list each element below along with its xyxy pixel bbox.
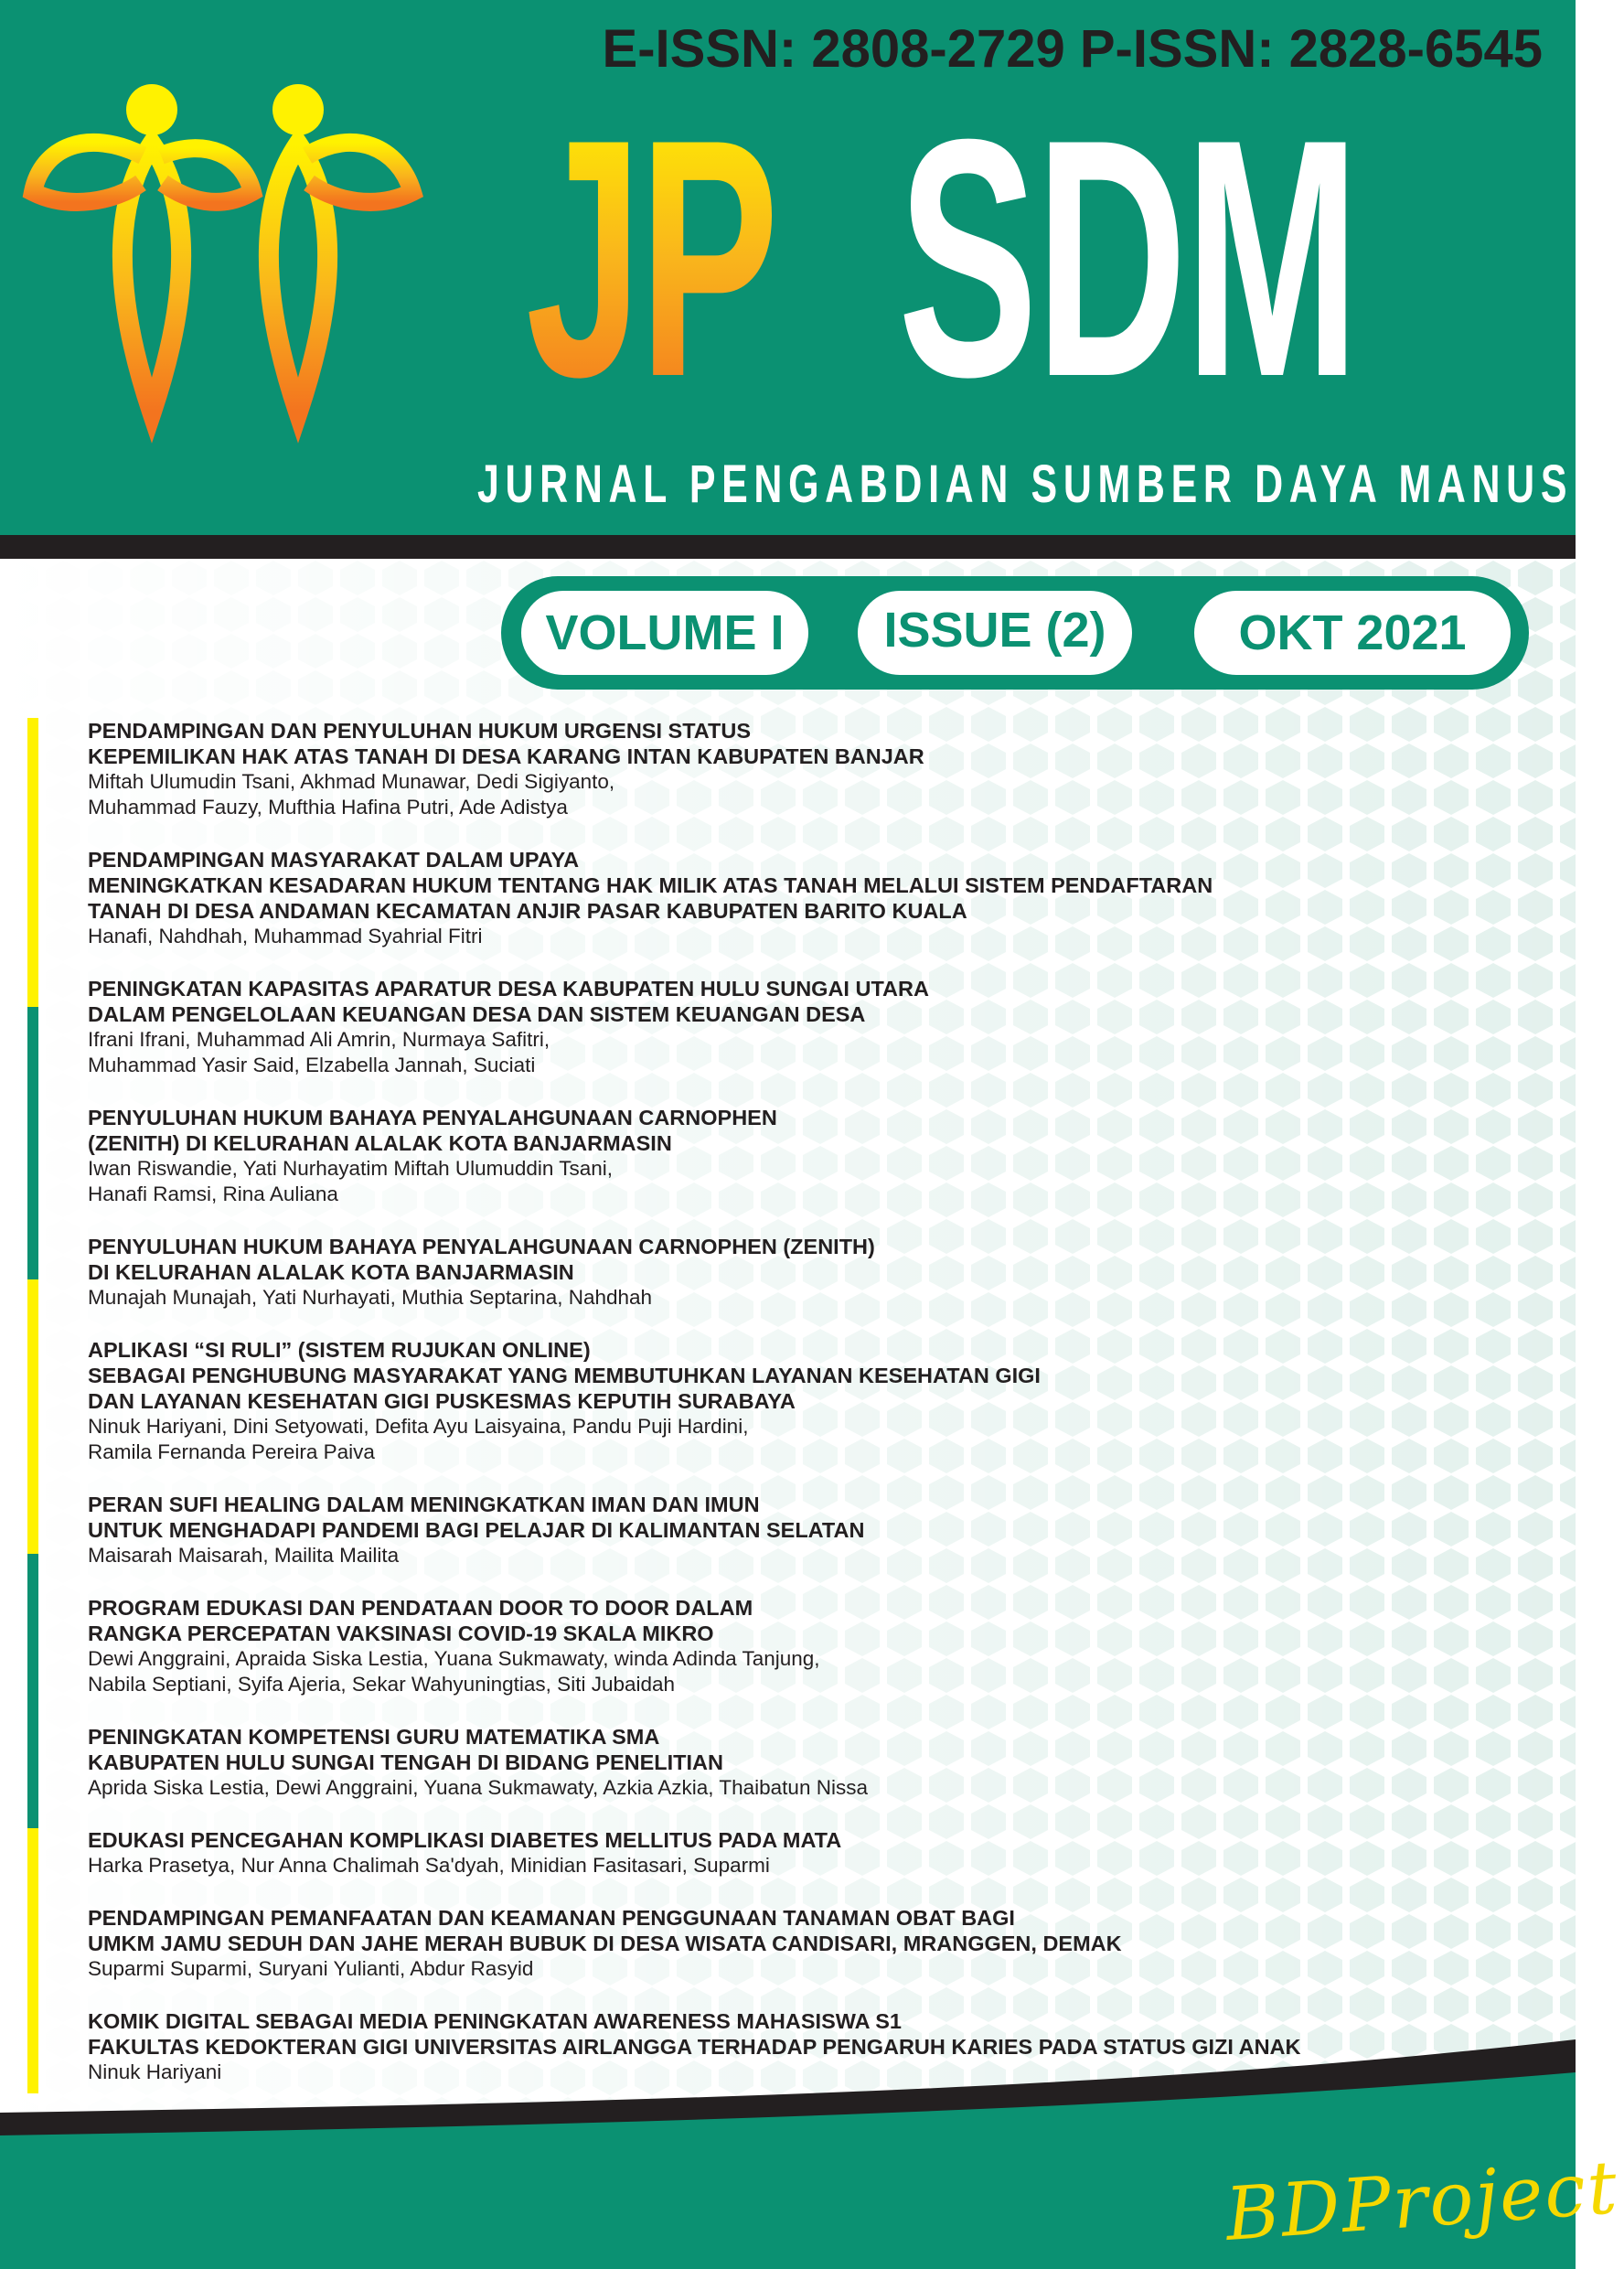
left-stripe-green-1 <box>27 1007 38 1279</box>
list-item[interactable] <box>88 976 1514 1078</box>
article-authors: Aprida Siska Lestia, Dewi Anggraini, Yuana Sukmawaty, Azkia Azkia, Thaibatun Nissa <box>88 1776 868 1799</box>
article-authors: Ifrani Ifrani, Muhammad Ali Amrin, Nurmaya Safitri, Muhammad Yasir Said, Elzabella Jannah, Suciati <box>88 1028 550 1076</box>
list-item[interactable] <box>88 1827 1514 1878</box>
article-authors: Hanafi, Nahdhah, Muhammad Syahrial Fitri <box>88 925 483 947</box>
article-title: PENINGKATAN KOMPETENSI GURU MATEMATIKA SMA KABUPATEN HULU SUNGAI TENGAH DI BIDANG PENELITIAN <box>88 1725 723 1774</box>
list-item[interactable] <box>88 1595 1514 1697</box>
article-authors: Maisarah Maisarah, Mailita Mailita <box>88 1544 400 1567</box>
issn-text: E-ISSN: 2808-2729 P-ISSN: 2828-6545 <box>602 19 1543 79</box>
article-title: PENDAMPINGAN DAN PENYULUHAN HUKUM URGENSI STATUS KEPEMILIKAN HAK ATAS TANAH DI DESA KARANG INTAN KABUPATEN BANJAR <box>88 719 924 768</box>
volume-pill: VOLUME I <box>521 591 808 675</box>
article-title: PENDAMPINGAN MASYARAKAT DALAM UPAYA MENINGKATKAN KESADARAN HUKUM TENTANG HAK MILIK ATAS TANAH MELALUI SISTEM PENDAFTARAN TANAH DI DESA ANDAMAN KECAMATAN ANJIR PASAR KABUPATEN BARITO KUALA <box>88 848 1213 923</box>
article-authors: Harka Prasetya, Nur Anna Chalimah Sa'dyah, Minidian Fasitasari, Suparmi <box>88 1854 770 1877</box>
article-title: EDUKASI PENCEGAHAN KOMPLIKASI DIABETES MELLITUS PADA MATA <box>88 1828 842 1852</box>
list-item[interactable] <box>88 847 1514 949</box>
designer-signature: BDProject <box>1223 2145 1621 2257</box>
article-authors: Suparmi Suparmi, Suryani Yulianti, Abdur Rasyid <box>88 1957 534 1980</box>
left-stripe-yellow-1 <box>27 718 38 1007</box>
list-item[interactable] <box>88 1105 1514 1207</box>
article-title: PERAN SUFI HEALING DALAM MENINGKATKAN IMAN DAN IMUN UNTUK MENGHADAPI PANDEMI BAGI PELAJAR DI KALIMANTAN SELATAN <box>88 1493 865 1542</box>
date-pill: OKT 2021 <box>1194 591 1511 675</box>
article-title: PROGRAM EDUKASI DAN PENDATAAN DOOR TO DOOR DALAM RANGKA PERCEPATAN VAKSINASI COVID-19 SKALA MIKRO <box>88 1596 753 1645</box>
list-item[interactable] <box>88 1724 1514 1801</box>
article-authors: Ninuk Hariyani <box>88 2060 222 2083</box>
article-authors: Dewi Anggraini, Apraida Siska Lestia, Yuana Sukmawaty, winda Adinda Tanjung, Nabila Septiani, Syifa Ajeria, Sekar Wahyuningtias, Siti Jubaidah <box>88 1647 820 1696</box>
article-authors: Miftah Ulumudin Tsani, Akhmad Munawar, Dedi Sigiyanto, Muhammad Fauzy, Mufthia Hafina Putri, Ade Adistya <box>88 770 615 819</box>
logo-sdm: SDM <box>898 70 1358 447</box>
logo-jp: JP <box>526 70 776 447</box>
left-stripe-green-2 <box>27 1554 38 1828</box>
list-item[interactable] <box>88 1337 1514 1465</box>
issue-pill: ISSUE (2) <box>858 591 1132 675</box>
article-title: APLIKASI “SI RULI” (SISTEM RUJUKAN ONLINE) SEBAGAI PENGHUBUNG MASYARAKAT YANG MEMBUTUHKAN LAYANAN KESEHATAN GIGI DAN LAYANAN KESEHATAN GIGI PUSKESMAS KEPUTIH SURABAYA <box>88 1338 1041 1413</box>
article-title: PENYULUHAN HUKUM BAHAYA PENYALAHGUNAAN CARNOPHEN (ZENITH) DI KELURAHAN ALALAK KOTA BANJARMASIN <box>88 1235 875 1284</box>
article-title: KOMIK DIGITAL SEBAGAI MEDIA PENINGKATAN AWARENESS MAHASISWA S1 FAKULTAS KEDOKTERAN GIGI UNIVERSITAS AIRLANGGA TERHADAP PENGARUH KARIES PADA STATUS GIZI ANAK <box>88 2009 1301 2059</box>
article-authors: Ninuk Hariyani, Dini Setyowati, Defita Ayu Laisyaina, Pandu Puji Hardini, Ramila Fernanda Pereira Paiva <box>88 1415 749 1463</box>
list-item[interactable] <box>88 718 1514 820</box>
list-item[interactable] <box>88 1234 1514 1311</box>
journal-subtitle: JURNAL PENGABDIAN SUMBER DAYA MANUSIA <box>477 455 1624 514</box>
article-title: PENYULUHAN HUKUM BAHAYA PENYALAHGUNAAN CARNOPHEN (ZENITH) DI KELURAHAN ALALAK KOTA BANJARMASIN <box>88 1106 777 1155</box>
list-item[interactable] <box>88 1905 1514 1982</box>
table-of-contents <box>88 718 1514 2112</box>
article-authors: Iwan Riswandie, Yati Nurhayatim Miftah Ulumuddin Tsani, Hanafi Ramsi, Rina Auliana <box>88 1157 614 1205</box>
article-title: PENDAMPINGAN PEMANFAATAN DAN KEAMANAN PENGGUNAAN TANAMAN OBAT BAGI UMKM JAMU SEDUH DAN JAHE MERAH BUBUK DI DESA WISATA CANDISARI, MRANGGEN, DEMAK <box>88 1906 1122 1955</box>
article-authors: Munajah Munajah, Yati Nurhayati, Muthia Septarina, Nahdhah <box>88 1286 653 1309</box>
list-item[interactable] <box>88 1492 1514 1568</box>
left-stripe-yellow-2 <box>27 1279 38 1554</box>
journal-logo-icon <box>33 73 417 421</box>
article-title: PENINGKATAN KAPASITAS APARATUR DESA KABUPATEN HULU SUNGAI UTARA DALAM PENGELOLAAN KEUANGAN DESA DAN SISTEM KEUANGAN DESA <box>88 977 929 1026</box>
header-divider <box>0 535 1576 559</box>
